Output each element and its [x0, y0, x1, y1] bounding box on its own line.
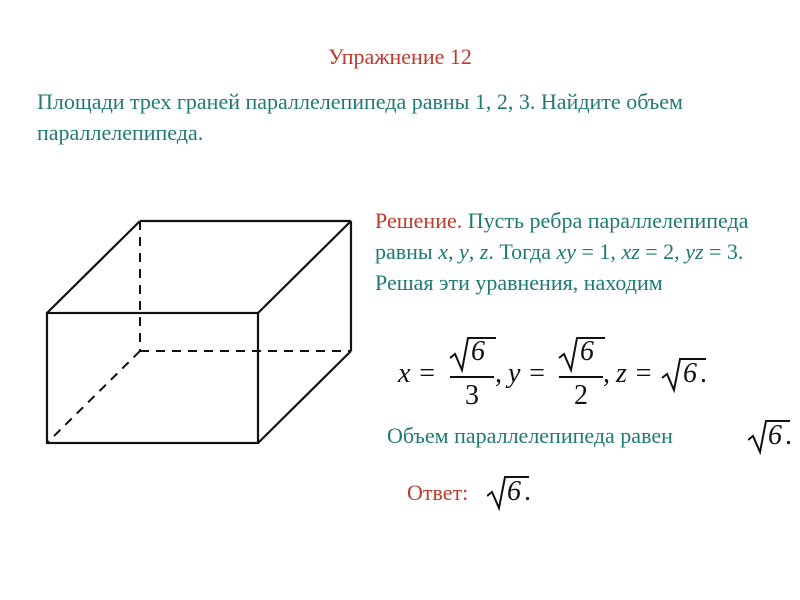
formula-y-eq: y = [508, 358, 547, 389]
eq-3-val: = 3. Решая эти уравнения, находим [375, 239, 744, 295]
formula-sep-1: , [495, 358, 502, 389]
fraction-y-numerator [553, 334, 609, 370]
problem-statement: Площади трех граней параллелепипеда равны 1, 2, 3. Найдите объем параллелепипеда. [37, 89, 683, 145]
var-z: z [479, 239, 489, 264]
formula-x-eq: x = [398, 358, 437, 389]
slide-title: Упражнение 12 [328, 44, 472, 69]
hidden-edge-diagonal [47, 351, 140, 443]
answer-end: . [524, 476, 531, 507]
fraction-y-bar [559, 376, 603, 378]
right-edge-bottom [258, 351, 351, 443]
var-y: y [458, 239, 469, 264]
volume-end: . [785, 420, 792, 451]
volume-radicand: 6 [768, 420, 782, 451]
top-edge-right [258, 221, 351, 313]
fraction-x-denominator: 3 [465, 380, 479, 411]
solution-formula [398, 334, 728, 418]
answer-line [407, 480, 468, 506]
answer-label: Ответ: [407, 480, 469, 505]
solution-text-1: Пусть ребра параллелепипеда равны [375, 208, 749, 264]
var-x: x [438, 239, 448, 264]
fraction-y-radicand: 6 [580, 336, 594, 367]
fraction-x-numerator [444, 334, 500, 370]
sqrt-z [660, 356, 720, 396]
fraction-y-denominator: 2 [574, 380, 588, 411]
formula-end: . [700, 358, 707, 389]
fraction-x-radicand: 6 [471, 336, 485, 367]
separator: , [468, 239, 480, 264]
fraction-x-bar [450, 376, 494, 378]
eq-2-val: = 2, [639, 239, 686, 264]
eq-3-var: yz [685, 239, 704, 264]
eq-1-var: xy [556, 239, 577, 264]
answer-value [487, 474, 537, 514]
formula-sep-2: , [603, 358, 610, 389]
sqrt-z-radicand: 6 [683, 358, 697, 389]
answer-radicand: 6 [507, 476, 521, 507]
eq-2-var: xz [621, 239, 640, 264]
solution-text-2: . Тогда [488, 239, 557, 264]
solution-label: Решение. [375, 208, 463, 233]
eq-1-val: = 1, [576, 239, 622, 264]
volume-statement [387, 423, 673, 449]
formula-z-eq: z = [616, 358, 653, 389]
separator: , [447, 239, 459, 264]
front-face [47, 313, 258, 443]
solution-text [375, 205, 795, 298]
top-edge-left [47, 221, 140, 313]
volume-value [748, 418, 798, 458]
volume-text: Объем параллелепипеда равен [387, 423, 673, 448]
